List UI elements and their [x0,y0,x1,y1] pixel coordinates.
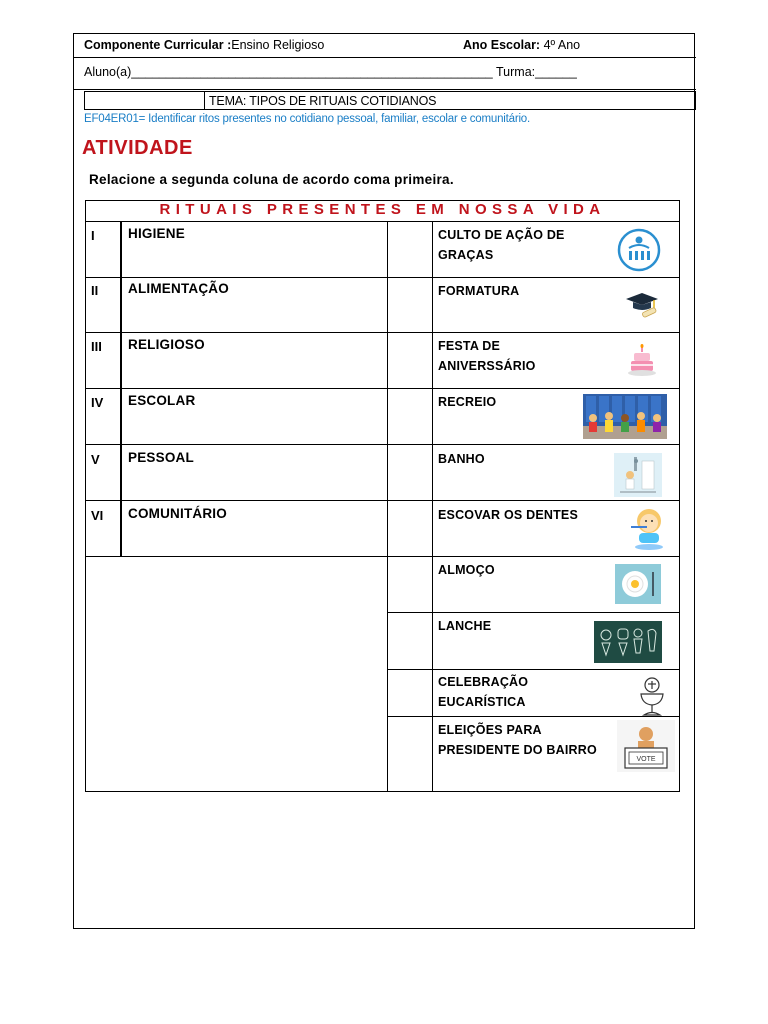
birthday-cake-icon [627,344,657,378]
chalice-host-icon [636,676,668,718]
header-divider [73,57,696,58]
table-row-divider [85,221,680,222]
table-row-divider [85,388,680,389]
table-col-divider [387,221,388,792]
ano-escolar [463,38,580,52]
componente-value: Ensino Religioso [231,38,325,52]
tema-separator [204,91,205,110]
ritual-item: CULTO DE AÇÃO DE GRAÇAS [438,228,565,262]
ritual-item: LANCHE [438,619,492,633]
vote-label: VOTE [636,756,656,763]
table-row-divider [85,277,680,278]
table-row-divider [85,332,680,333]
category-label: RELIGIOSO [128,337,205,352]
brushing-teeth-icon [627,505,669,553]
category-label: ESCOLAR [128,393,196,408]
ritual-item: FESTA DE ANIVERSSÁRIO [438,339,536,373]
category-number: II [91,283,99,298]
category-number: VI [91,508,104,523]
category-label: COMUNITÁRIO [128,506,227,521]
componente-label: Componente Curricular : [84,38,232,52]
ano-value: 4º Ano [543,38,581,52]
ritual-item: CELEBRAÇÃO EUCARÍSTICA [438,675,529,709]
atividade-title: ATIVIDADE [82,137,193,159]
componente-curricular [84,38,324,52]
ritual-item: ELEIÇÕES PARA PRESIDENTE DO BAIRRO [438,723,597,757]
snacks-chalkboard-icon [594,621,662,663]
category-label: ALIMENTAÇÃO [128,281,229,296]
worship-people-icon [617,228,661,272]
table-col-divider [120,221,122,556]
ritual-item: ESCOVAR OS DENTES [438,508,578,522]
table-title: RITUAIS PRESENTES EM NOSSA VIDA [159,201,606,218]
table-row-divider [85,556,680,557]
plate-meal-icon [615,564,661,604]
children-playing-icon [583,394,667,439]
table-col-divider [432,221,433,792]
table-row-divider [85,444,680,445]
table-row-divider [85,500,680,501]
objetivo-text: EF04ER01= Identificar ritos presentes no cotidiano pessoal, familiar, escolar e comunitário. [84,113,530,125]
instruction-text: Relacione a segunda coluna de acordo coma primeira. [89,172,454,187]
graduation-cap-icon [624,290,660,320]
ritual-item: ALMOÇO [438,563,495,577]
category-number: IV [91,395,104,410]
category-number: V [91,452,100,467]
ritual-item: BANHO [438,452,485,466]
header-divider-2 [73,89,696,90]
table-row-divider [387,669,680,670]
ano-label: Ano Escolar: [463,38,541,52]
tema-text: TEMA: TIPOS DE RITUAIS COTIDIANOS [209,94,437,108]
voting-ballot-icon [617,720,675,772]
category-number: III [91,339,102,354]
category-number: I [91,228,95,243]
shower-icon [614,453,662,497]
table-row-divider [387,612,680,613]
ritual-item: FORMATURA [438,284,520,298]
aluno-turma-line: Aluno(a)____________________________________________________ Turma:______ [84,65,577,79]
ritual-item: RECREIO [438,395,497,409]
category-label: HIGIENE [128,226,185,241]
category-label: PESSOAL [128,450,194,465]
